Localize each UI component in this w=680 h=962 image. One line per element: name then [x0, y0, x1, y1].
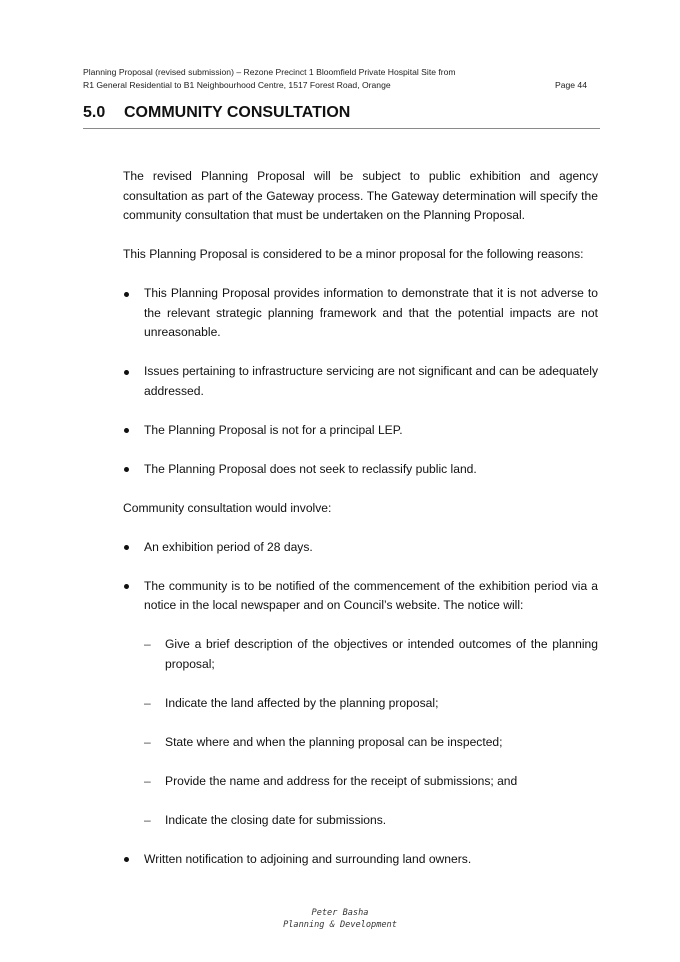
consultation-item-notice-text: The community is to be notified of the commencement of the exhibition period via a notice in the local newspaper and on Council’s website. The notice will:	[144, 578, 598, 612]
running-header	[83, 66, 587, 91]
consultation-item-written-notification: Written notification to adjoining and surrounding land owners.	[123, 850, 598, 870]
header-title-line-2: R1 General Residential to B1 Neighbourhood Centre, 1517 Forest Road, Orange	[83, 79, 391, 90]
notice-item: – Provide the name and address for the receipt of submissions; and	[144, 772, 598, 792]
footer-name: Peter Basha	[311, 908, 369, 918]
reasons-lead-paragraph: This Planning Proposal is considered to be a minor proposal for the following reasons:	[123, 247, 584, 261]
consultation-item-notice	[123, 577, 598, 831]
reasons-list	[123, 284, 598, 479]
notice-item: – Indicate the closing date for submissions.	[144, 811, 598, 831]
section-number: 5.0	[83, 104, 106, 121]
notice-item: – Give a brief description of the objectives or intended outcomes of the planning proposal;	[144, 635, 598, 674]
notice-item: – State where and when the planning proposal can be inspected;	[144, 733, 598, 753]
consultation-lead-paragraph: Community consultation would involve:	[123, 500, 332, 515]
reason-item: Issues pertaining to infrastructure servicing are not significant and can be adequately addressed.	[123, 362, 598, 401]
page-number: Page 44	[554, 79, 587, 90]
document-body	[123, 167, 598, 889]
consultation-list	[123, 538, 598, 870]
notice-contents-list	[144, 635, 598, 830]
reason-item: The Planning Proposal is not for a principal LEP.	[123, 421, 598, 441]
reason-item: This Planning Proposal provides information to demonstrate that it is not adverse to the relevant strategic planning framework and that the potential impacts are not unreasonable.	[123, 284, 598, 343]
reason-item: The Planning Proposal does not seek to reclassify public land.	[123, 460, 598, 480]
section-heading	[83, 104, 600, 129]
consultation-item-exhibition: An exhibition period of 28 days.	[123, 538, 598, 558]
notice-item: – Indicate the land affected by the planning proposal;	[144, 694, 598, 714]
header-title-line-1: Planning Proposal (revised submission) – Rezone Precinct 1 Bloomfield Private Hospital Site from	[83, 67, 456, 77]
footer-company: Planning & Development	[283, 919, 397, 930]
intro-paragraph: The revised Planning Proposal will be subject to public exhibition and agency consultation as part of the Gateway process. The Gateway determination will specify the community consultation that must be undertaken on the Planning Proposal.	[123, 169, 598, 222]
section-title: COMMUNITY CONSULTATION	[124, 104, 351, 121]
running-footer	[0, 908, 680, 931]
